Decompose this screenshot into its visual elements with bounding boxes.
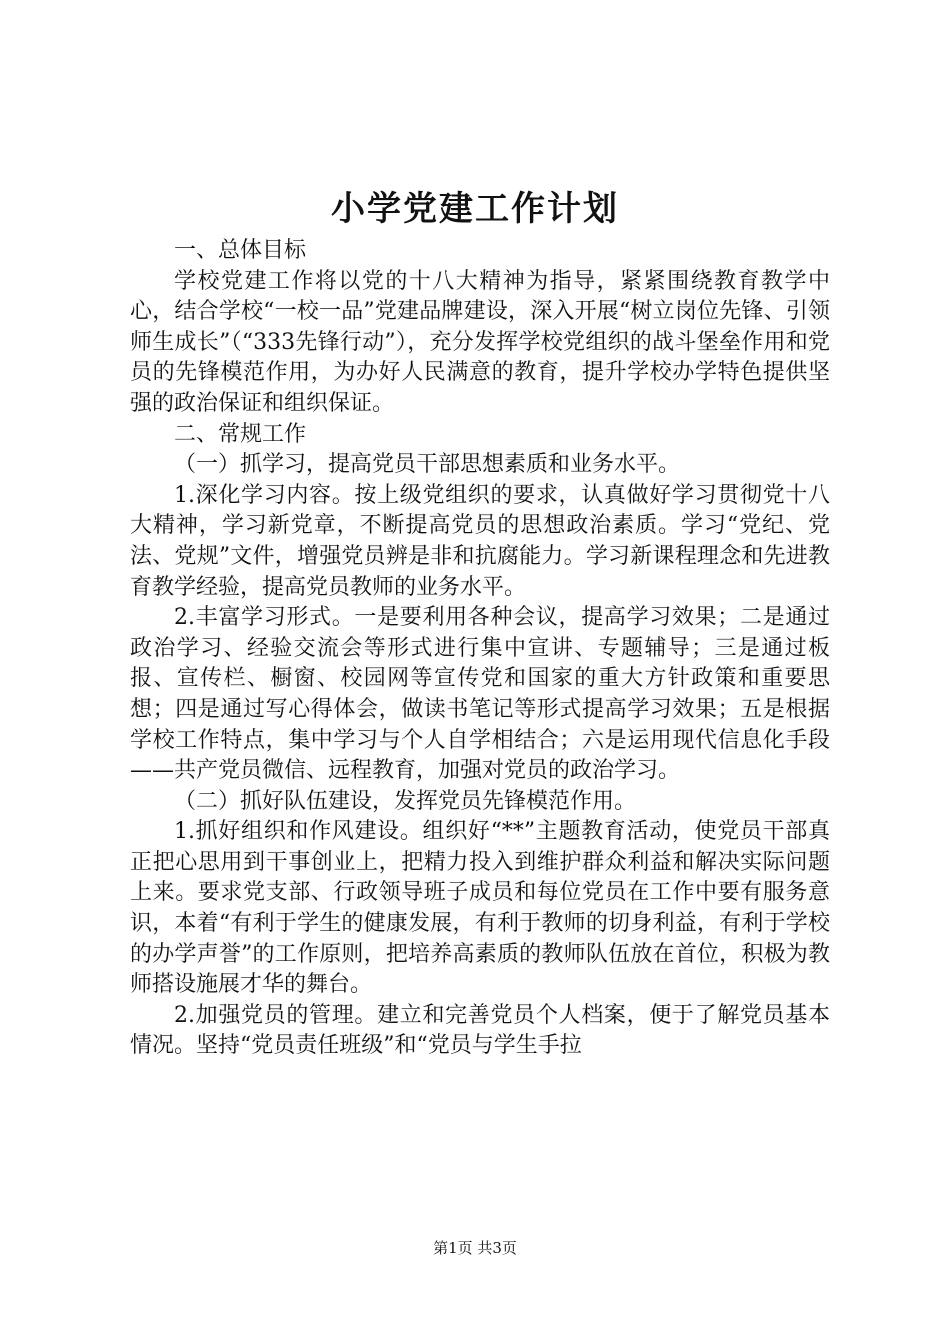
page-footer: 第1页 共3页: [433, 1239, 517, 1257]
paragraph-member-management: 2.加强党员的管理。建立和完善党员个人档案，便于了解党员基本情况。坚持“党员责任班级”和“党员与学生手拉: [130, 1002, 830, 1059]
heading-routine-work: 二、常规工作: [174, 421, 307, 447]
paragraph-goal-text: 学校党建工作将以党的十八大精神为指导，紧紧围绕教育教学中心，结合学校“一校一品”党建品牌建设，深入开展“树立岗位先锋、引领师生成长”（“333先锋行动”），充分发挥学校党组织的战斗堡垒作用和党员的先锋模范作用，为办好人民满意的教育，提升学校办学特色提供坚强的政治保证和组织保证。: [130, 268, 830, 416]
subheading-team-building: （二）抓好队伍建设，发挥党员先锋模范作用。: [174, 788, 637, 814]
document-title: 小学党建工作计划: [331, 189, 619, 229]
document-body: [130, 236, 830, 1062]
subheading-study: （一）抓学习，提高党员干部思想素质和业务水平。: [174, 452, 681, 478]
paragraph-study-content: 1.深化学习内容。按上级党组织的要求，认真做好学习贯彻党十八大精神，学习新党章，不断提高党员的思想政治素质。学习“党纪、党法、党规”文件，增强党员辨是非和抗腐能力。学习新课程理念和先进教育教学经验，提高党员教师的业务水平。: [130, 482, 830, 600]
paragraph-study-forms: 2.丰富学习形式。一是要利用各种会议，提高学习效果；二是通过政治学习、经验交流会等形式进行集中宣讲、专题辅导；三是通过板报、宣传栏、橱窗、校园网等宣传党和国家的重大方针政策和重要思想；四是通过写心得体会，做读书笔记等形式提高学习效果；五是根据学校工作特点，集中学习与个人自学相结合；六是运用现代信息化手段——共产党员微信、远程教育，加强对党员的政治学习。: [130, 605, 830, 784]
heading-overall-goal: 一、总体目标: [174, 238, 307, 263]
paragraph-organization-style: 1.抓好组织和作风建设。组织好“**”主题教育活动，使党员干部真正把心思用到干事创业上，把精力投入到维护群众利益和解决实际问题上来。要求党支部、行政领导班子成员和每位党员在工作中要有服务意识，本着“有利于学生的健康发展，有利于教师的切身利益，有利于学校的办学声誉”的工作原则，把培养高素质的教师队伍放在首位，积极为教师搭设施展才华的舞台。: [130, 819, 830, 998]
